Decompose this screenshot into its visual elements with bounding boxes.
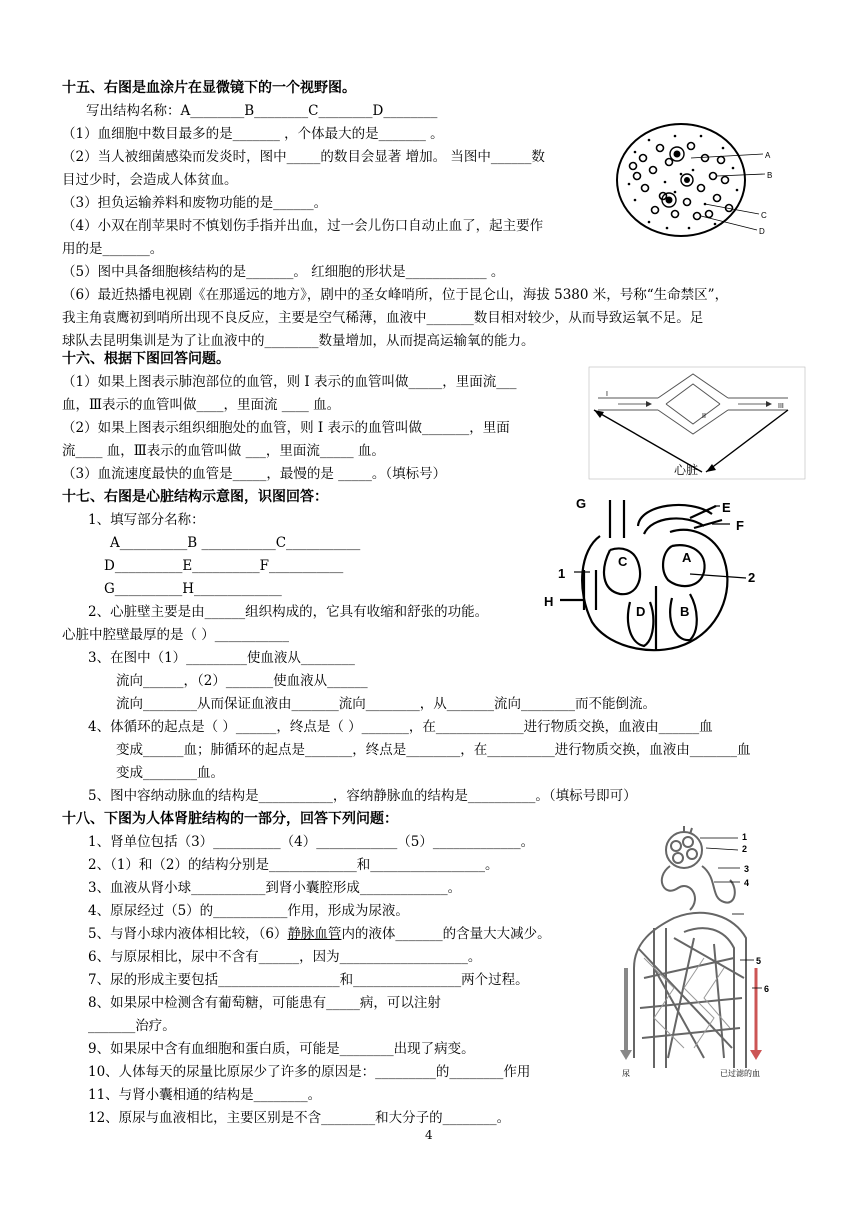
heart-structure-figure <box>540 490 780 662</box>
s17-q2a: 2、心脏壁主要是由______组织构成的，它具有收缩和舒张的功能。 <box>88 604 489 620</box>
s17-q1: 1、填写部分名称： <box>88 512 205 528</box>
s15-q5: （5）图中具备细胞核结构的是_______。 红细胞的形状是____________ 。 <box>62 264 505 280</box>
s17-q1-row1: A__________B ___________C___________ <box>110 535 361 551</box>
page-number: 4 <box>425 1128 433 1142</box>
s17-q4c: 变成________血。 <box>116 765 224 781</box>
heart-label-g: G <box>576 496 587 511</box>
nephron-label-6: 6 <box>764 984 770 994</box>
s17-q5: 5、图中容纳动脉血的结构是___________，容纳静脉血的结构是__________。（填标号即可） <box>88 788 637 804</box>
s18-q8b: _______治疗。 <box>88 1018 176 1034</box>
heart-label-h: H <box>544 594 554 609</box>
s18-q10: 10、人体每天的尿量比原尿少了许多的原因是：_________的________作用 <box>88 1064 531 1080</box>
nephron-figure <box>614 818 790 1082</box>
vessel-label-iii: III <box>778 403 784 410</box>
heart-label-a: A <box>682 550 692 565</box>
s17-q3b: 流向______，（2）_______使血液从______ <box>116 673 368 689</box>
vessel-label-i: I <box>606 391 608 398</box>
s15-q3: （3）担负运输养料和废物功能的是______。 <box>62 195 328 211</box>
s18-q5-part1: 5、与肾小球内液体相比较，（6） <box>88 926 288 942</box>
s15-title: 十五、右图是血涂片在显微镜下的一个视野图。 <box>62 80 356 96</box>
s17-q4a: 4、体循环的起点是（ ）______，终点是（ ）_______，在_____________进行物质交换，血液由______血 <box>88 719 713 735</box>
nephron-label-5: 5 <box>756 956 762 966</box>
s15-q2b: 目过少时，会造成人体贫血。 <box>62 172 238 188</box>
s18-q11: 11、与肾小囊相通的结构是________。 <box>88 1087 322 1103</box>
s18-q1: 1、肾单位包括（3）__________（4）____________（5）_____________。 <box>88 834 535 850</box>
heart-label: 心脏 <box>674 463 699 477</box>
s17-q3a: 3、在图中（1）_________使血液从________ <box>88 650 355 666</box>
s15-q2a: （2）当人被细菌感染而发炎时，图中_____的数目会显著 增加。 当图中______数 <box>62 149 545 165</box>
s17-q1-row2: D__________E__________F___________ <box>104 558 344 574</box>
s16-q2a: （2）如果上图表示组织细胞处的血管，则 I 表示的血管叫做_______，里面 <box>62 420 510 436</box>
s16-q3: （3）血流速度最快的血管是_____，最慢的是 _____。（填标号） <box>62 466 447 482</box>
nephron-label-3: 3 <box>744 864 750 874</box>
s15-q1: （1）血细胞中数目最多的是_______ ，个体最大的是_______ 。 <box>62 126 444 142</box>
smear-label-d: D <box>759 227 765 236</box>
s18-title: 十八、下图为人体肾脏结构的一部分，回答下列问题： <box>62 811 398 827</box>
blood-vessel-figure <box>588 366 808 482</box>
blood-smear-figure <box>605 118 785 242</box>
s17-title: 十七、右图是心脏结构示意图，识图回答： <box>62 489 328 505</box>
nephron-label-2: 2 <box>742 844 748 854</box>
s15-q6c: 球队去昆明集训是为了让血液中的________数量增加，从而提高运输氧的能力。 <box>62 333 535 349</box>
s16-q2b: 流____ 血，Ⅲ表示的血管叫做 ___，里面流_____ 血。 <box>62 443 385 459</box>
s15-q4b: 用的是_______。 <box>62 241 164 257</box>
s18-q9: 9、如果尿中含有血细胞和蛋白质，可能是________出现了病变。 <box>88 1041 475 1057</box>
s17-q2b: 心脏中腔壁最厚的是（ ）___________ <box>62 627 290 643</box>
s18-q4: 4、原尿经过（5）的___________作用，形成为尿液。 <box>88 903 409 919</box>
s15-structure-names: 写出结构名称：A________B________C________D________ <box>86 103 438 119</box>
s16-title: 十六、根据下图回答问题。 <box>62 351 230 367</box>
heart-label-d: D <box>636 604 646 619</box>
s17-q3c: 流向________从而保证血液由_______流向________，从_______流向________而不能倒流。 <box>116 696 656 712</box>
heart-label-b: B <box>680 604 690 619</box>
s18-q5-vein-term: 静脉血管 <box>287 926 342 942</box>
urine-label: 尿 <box>622 1069 630 1078</box>
heart-label-2: 2 <box>748 570 756 585</box>
s18-q3: 3、血液从肾小球___________到肾小囊腔形成_____________。 <box>88 880 462 896</box>
s15-q6b: 我主角袁鹰初到哨所出现不良反应，主要是空气稀薄，血液中_______数目相对较少，从而导致运氧不足。足 <box>62 310 704 326</box>
s18-q5-part2: 内的液体_______的含量大大减少。 <box>341 926 551 942</box>
heart-label-c: C <box>618 554 628 569</box>
s17-q1-row3: G__________H_____________ <box>104 581 282 597</box>
vessel-label-ii: II <box>702 413 706 420</box>
nephron-label-1: 1 <box>742 832 748 842</box>
s18-q5 <box>88 924 551 944</box>
s18-q7: 7、尿的形成主要包括__________________和________________两个过程。 <box>88 972 529 988</box>
heart-label-f: F <box>736 518 744 533</box>
nephron-label-4: 4 <box>744 878 750 888</box>
smear-label-a: A <box>765 151 771 160</box>
heart-label-1: 1 <box>558 566 566 581</box>
s15-q4a: （4）小双在削苹果时不慎划伤手指并出血，过一会儿伤口自动止血了，起主要作 <box>62 218 544 234</box>
s18-q8a: 8、如果尿中检测含有葡萄糖，可能患有_____病，可以注射 <box>88 995 441 1011</box>
s17-q4b: 变成______血；肺循环的起点是_______，终点是________，在__________进行物质交换，血液由_______血 <box>116 742 751 758</box>
s18-q6: 6、与原尿相比，尿中不含有______，因为___________________。 <box>88 949 482 965</box>
s16-q1a: （1）如果上图表示肺泡部位的血管，则 I 表示的血管叫做_____，里面流___ <box>62 374 517 390</box>
filtered-blood-label: 已过滤的血 <box>720 1069 760 1078</box>
s15-q6a: （6）最近热播电视剧《在那遥远的地方》，剧中的圣女峰哨所，位于昆仑山，海拔 5380 米，号称“生命禁区”， <box>62 287 729 303</box>
smear-label-c: C <box>761 211 767 220</box>
smear-label-b: B <box>767 171 773 180</box>
s18-q12: 12、原尿与血液相比，主要区别是不含________和大分子的________。 <box>88 1110 511 1126</box>
s18-q2: 2、（1）和（2）的结构分别是_____________和_________________。 <box>88 857 499 873</box>
s16-q1b: 血，Ⅲ表示的血管叫做____，里面流 ____ 血。 <box>62 397 341 413</box>
heart-label-e: E <box>722 500 731 515</box>
